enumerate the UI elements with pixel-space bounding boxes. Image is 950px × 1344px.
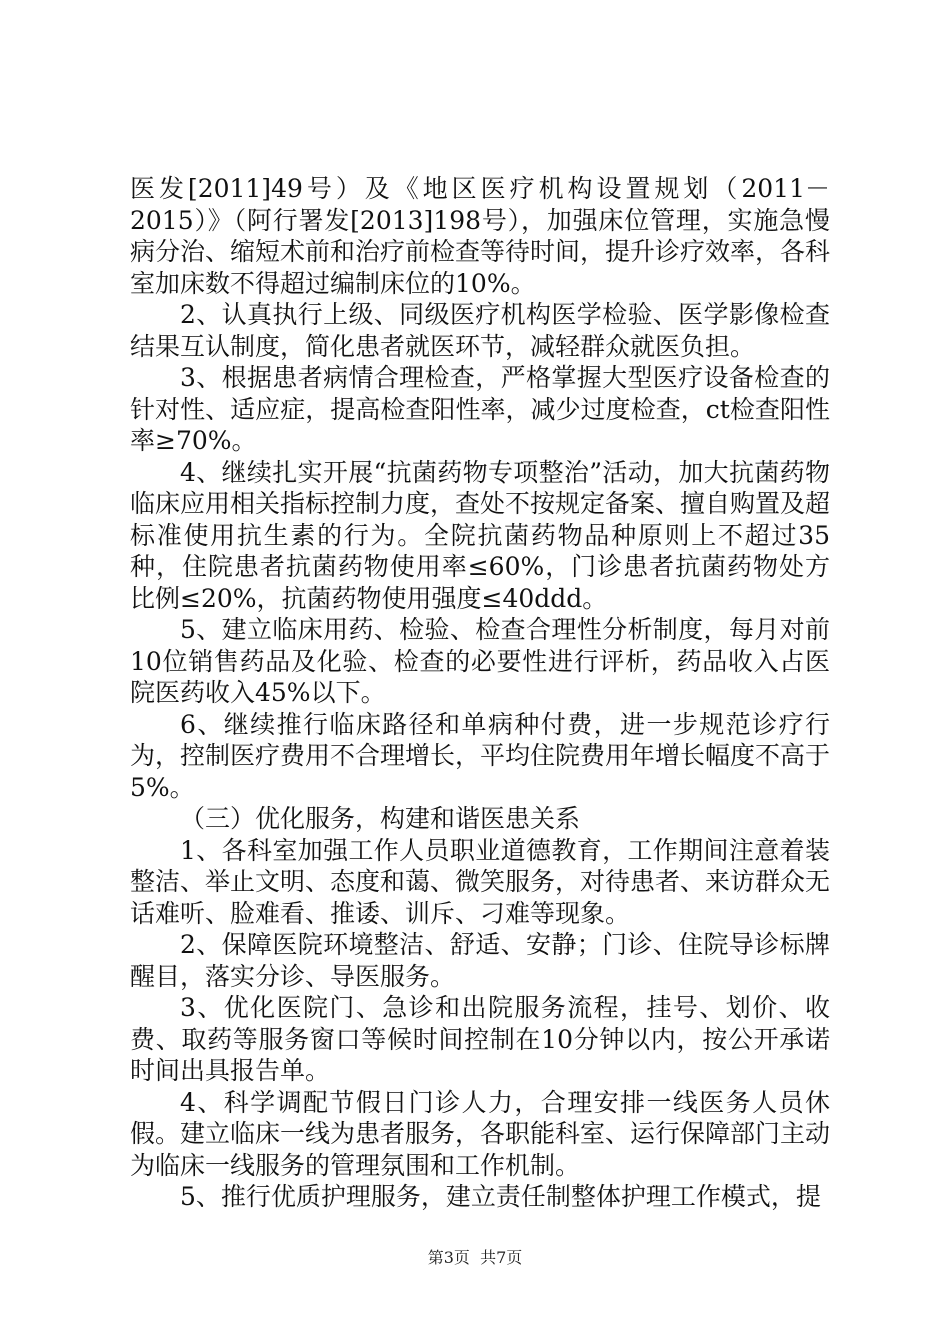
paragraph-item-4: 4、继续扎实开展“抗菌药物专项整治”活动，加大抗菌药物临床应用相关指标控制力度，查处不按规定备案、擅自购置及超标准使用抗生素的行为。全院抗菌药物品种原则上不超过35种，住院患者抗菌药物使用率≤60%，门诊患者抗菌药物处方比例≤20%，抗菌药物使用强度≤40ddd。: [130, 457, 831, 613]
paragraph-service-1: 1、各科室加强工作人员职业道德教育，工作期间注意着装整洁、举止文明、态度和蔼、微笑服务，对待患者、来访群众无话难听、脸难看、推诿、训斥、刁难等现象。: [130, 835, 831, 928]
paragraph-item-6: 6、继续推行临床路径和单病种付费，进一步规范诊疗行为，控制医疗费用不合理增长，平均住院费用年增长幅度不高于5%。: [130, 709, 831, 802]
document-body: [130, 173, 830, 1213]
paragraph-service-4: 4、科学调配节假日门诊人力，合理安排一线医务人员休假。建立临床一线为患者服务，各职能科室、运行保障部门主动为临床一线服务的管理氛围和工作机制。: [130, 1087, 831, 1180]
paragraph-service-2: 2、保障医院环境整洁、舒适、安静；门诊、住院导诊标牌醒目，落实分诊、导医服务。: [130, 930, 830, 991]
page-number: 第3页: [427, 1248, 470, 1267]
paragraph-item-5: 5、建立临床用药、检验、检查合理性分析制度，每月对前10位销售药品及化验、检查的必要性进行评析，药品收入占医院医药收入45%以下。: [130, 615, 830, 707]
page-total: 共7页: [480, 1248, 523, 1267]
paragraph-service-3: 3、优化医院门、急诊和出院服务流程，挂号、划价、收费、取药等服务窗口等候时间控制在10分钟以内，按公开承诺时间出具报告单。: [130, 993, 830, 1085]
paragraph-item-3: 3、根据患者病情合理检查，严格掌握大型医疗设备检查的针对性、适应症，提高检查阳性率，减少过度检查，ct检查阳性率≥70%。: [130, 363, 830, 455]
section-heading: （三）优化服务，构建和谐医患关系: [180, 804, 581, 833]
page-footer: [0, 1245, 950, 1268]
paragraph-service-5: 5、推行优质护理服务，建立责任制整体护理工作模式，提: [180, 1182, 821, 1211]
paragraph-continuation: 医发[2011]49号）及《地区医疗机构设置规划（2011－2015）》（阿行署发[2013]198号），加强床位管理，实施急慢病分治、缩短术前和治疗前检查等待时间，提升诊疗效率，各科室加床数不得超过编制床位的10%。: [130, 174, 831, 298]
paragraph-item-2: 2、认真执行上级、同级医疗机构医学检验、医学影像检查结果互认制度，简化患者就医环节，减轻群众就医负担。: [130, 300, 830, 361]
